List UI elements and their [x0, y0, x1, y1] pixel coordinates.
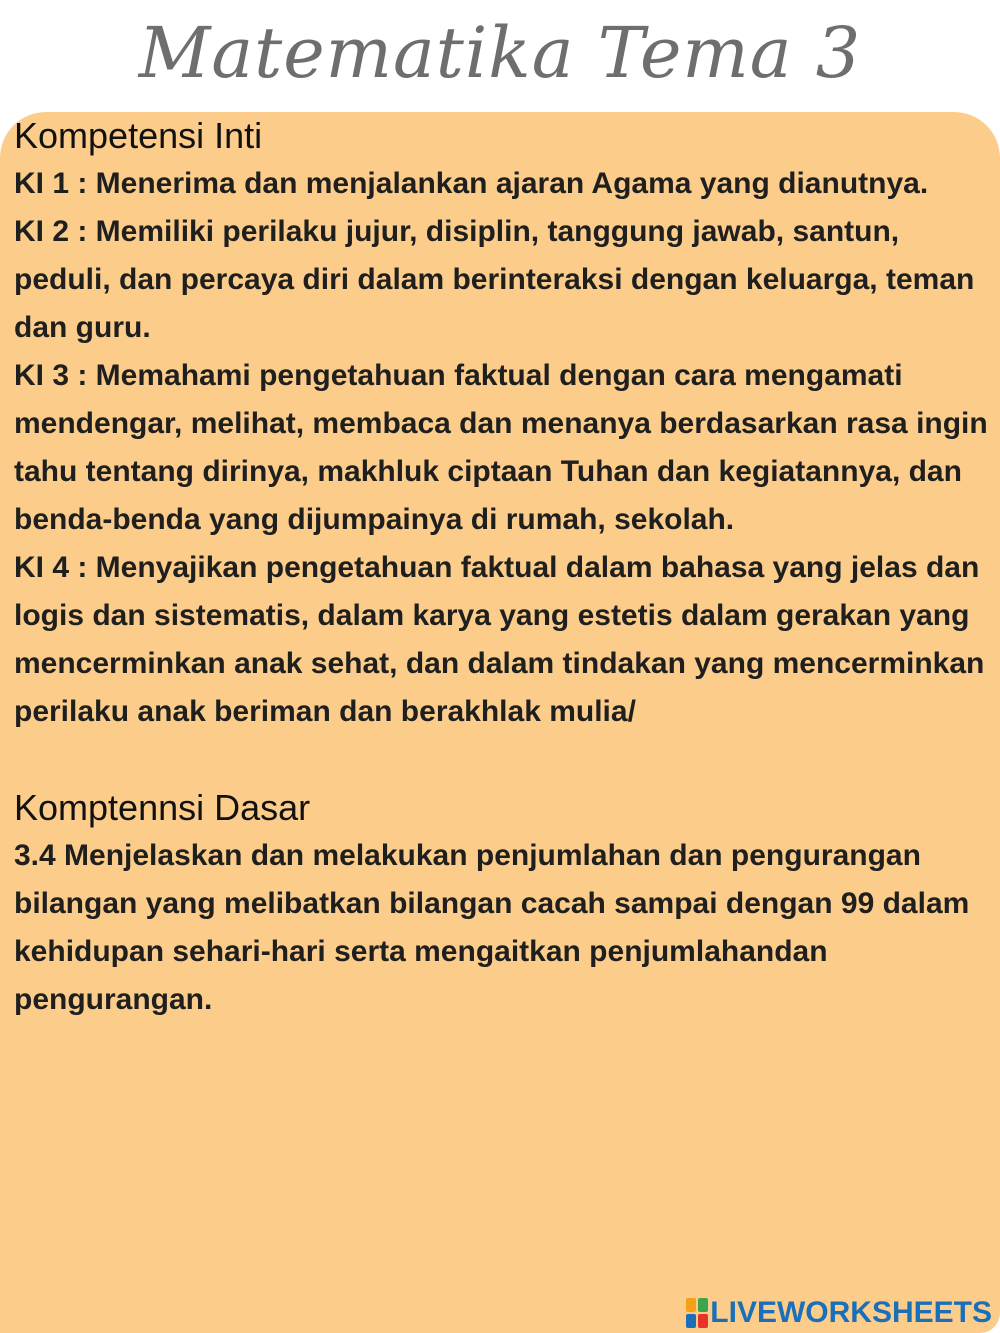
- page-title: Matematika Tema 3: [138, 12, 862, 94]
- ki-3-text: KI 3 : Memahami pengetahuan faktual dengan cara mengamati mendengar, melihat, membaca dan menanya berdasarkan rasa ingin tahu tentang dirinya, makhluk ciptaan Tuhan dan kegiatannya, dan benda-benda yang dijumpainya di rumah, sekolah.: [14, 359, 988, 536]
- ki-4-text: KI 4 : Menyajikan pengetahuan faktual dalam bahasa yang jelas dan logis dan sistematis, dalam karya yang estetis dalam gerakan yang mencerminkan anak sehat, dan dalam tindakan yang mencerminkan perilaku anak beriman dan berakhlak mulia/: [14, 551, 985, 728]
- worksheet-content: [14, 112, 989, 1024]
- kd-3-4-text: 3.4 Menjelaskan dan melakukan penjumlahan dan pengurangan bilangan yang melibatkan bilangan cacah sampai dengan 99 dalam kehidupan sehari-hari serta mengaitkan penjumlahandan pengurangan.: [14, 839, 970, 1016]
- ki-2-text: KI 2 : Memiliki perilaku jujur, disiplin, tanggung jawab, santun, peduli, dan percaya diri dalam berinteraksi dengan keluarga, teman dan guru.: [14, 215, 975, 344]
- section-spacer: [14, 736, 989, 784]
- liveworksheets-brand[interactable]: [686, 1296, 992, 1330]
- liveworksheets-logo-icon: [686, 1298, 708, 1328]
- kompetensi-dasar-heading: Komptennsi Dasar: [14, 787, 311, 828]
- liveworksheets-wordmark: LIVEWORKSHEETS: [710, 1296, 992, 1329]
- kompetensi-inti-heading: Kompetensi Inti: [14, 115, 263, 156]
- ki-1-text: KI 1 : Menerima dan menjalankan ajaran Agama yang dianutnya.: [14, 167, 929, 200]
